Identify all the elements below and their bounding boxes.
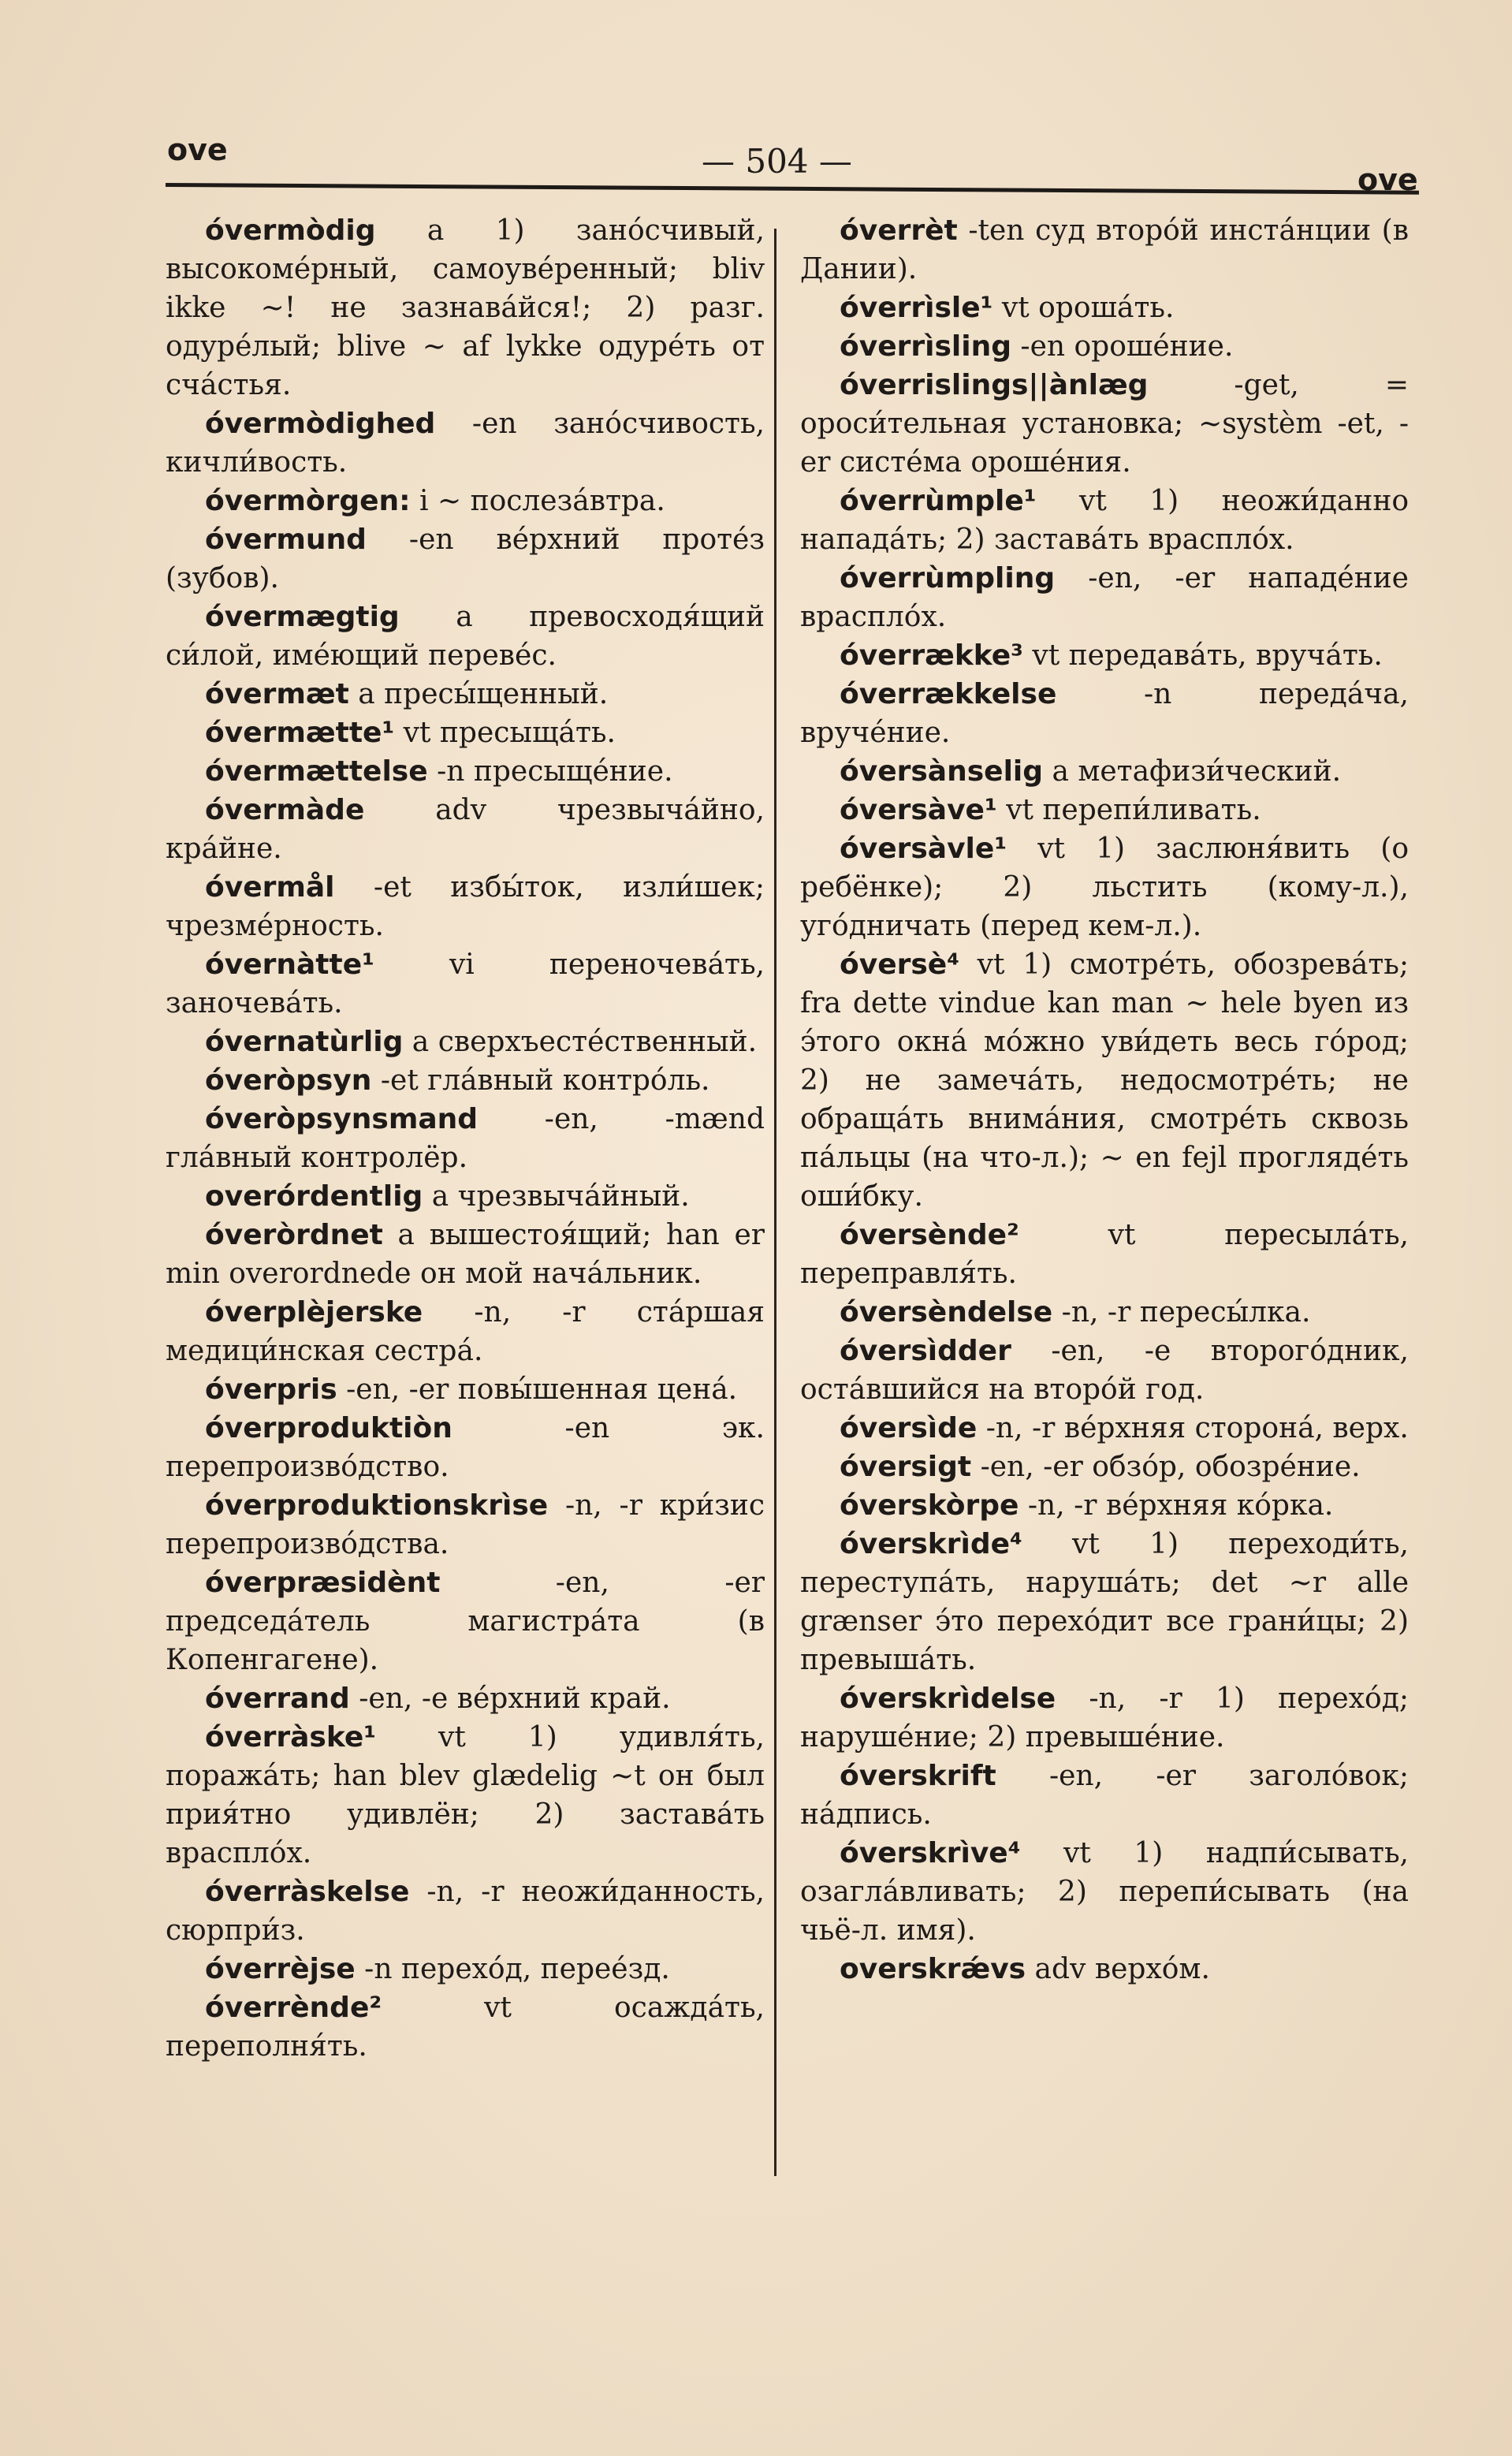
definition: -en вéрхний протéз (зубов). [166, 524, 765, 594]
dictionary-entry [800, 1834, 1409, 1950]
headword: óverrand [205, 1683, 350, 1715]
headword: óverrække³ [840, 639, 1023, 672]
headword: óvermål [205, 871, 335, 904]
definition: -et глáвный контрóль. [371, 1064, 710, 1097]
headword: óverrèt [840, 214, 958, 247]
left-guide-word: ove [167, 132, 228, 167]
dictionary-entry [166, 1873, 765, 1950]
right-column [800, 211, 1409, 1988]
definition: vt 1) неожи́данно нападáть; 2) заставáть врасплóх. [800, 485, 1409, 556]
dictionary-entry [800, 1293, 1409, 1332]
definition: vt 1) переходи́ть, переступáть, нарушáть; det ~r alle grænser э́то перехóдит все грани́цы; 2) превышáть. [800, 1528, 1409, 1676]
headword: óversèndelse [840, 1296, 1053, 1329]
headword: óverproduktionskrìse [205, 1489, 549, 1522]
dictionary-entry [166, 714, 765, 752]
dictionary-entry [800, 636, 1409, 675]
definition: vt осаждáть, переполня́ть. [166, 1992, 765, 2063]
definition: -en, -er нападéние врасплóх. [800, 562, 1409, 633]
headword: óveròpsyn [205, 1064, 372, 1097]
definition: vi переночевáть, заночевáть. [166, 948, 765, 1019]
headword: óversìdder [840, 1335, 1011, 1367]
headword: óvermættelse [205, 755, 428, 788]
dictionary-entry [800, 289, 1409, 327]
dictionary-entry [800, 1216, 1409, 1293]
headword: óvermòdig [205, 214, 376, 247]
definition: -n, -r вéрхняя кóрка. [1019, 1489, 1334, 1522]
dictionary-entry [166, 482, 765, 520]
headword: óversànselig [840, 755, 1044, 788]
definition: a чрезвычáйный. [423, 1180, 690, 1213]
definition: -n пресыщéние. [427, 755, 673, 788]
dictionary-entry [166, 675, 765, 714]
dictionary-entry [800, 1679, 1409, 1757]
dictionary-entry [166, 1679, 765, 1718]
definition: -n, -r вéрхняя сторонá, верх. [977, 1412, 1409, 1444]
definition: -en орошéние. [1011, 330, 1234, 363]
dictionary-entry [800, 1332, 1409, 1409]
dictionary-entry [166, 520, 765, 598]
dictionary-entry [166, 1950, 765, 1988]
headword: óversènde² [840, 1219, 1019, 1251]
dictionary-entry [800, 1950, 1409, 1988]
dictionary-entry [166, 1100, 765, 1177]
headword: óverskrìde⁴ [840, 1528, 1022, 1560]
definition: adv верхóм. [1026, 1953, 1210, 1985]
dictionary-entry [800, 327, 1409, 366]
dictionary-entry [166, 868, 765, 945]
definition: -et избы́ток, изли́шек; чрезмéрность. [166, 871, 765, 942]
headword: óvermætte¹ [205, 717, 395, 749]
headword: óverskrift [840, 1760, 996, 1792]
definition: vt 1) смотрéть, обозревáть; fra dette vindue kan man ~ hele byen из э́того окнá мóжно уви́деть весь гóрод; 2) не замечáть, недосмотрéть; не обращáть внимáния, смотрéть сквозь пáльцы (на что-л.); ~ en fejl проглядéть оши́бку. [800, 948, 1409, 1213]
dictionary-entry [800, 791, 1409, 829]
headword: óveròrdnet [205, 1219, 383, 1251]
page-number: — 504 — [702, 142, 852, 181]
dictionary-entry [166, 1988, 765, 2066]
headword: óversigt [840, 1451, 972, 1483]
dictionary-entry [800, 211, 1409, 289]
headword: overskrǽvs [840, 1953, 1026, 1985]
definition: -n, -r стáршая медици́нская сестрá. [166, 1296, 765, 1367]
dictionary-entry [800, 482, 1409, 559]
headword: óvermæt [205, 678, 349, 710]
dictionary-entry [166, 791, 765, 868]
definition: vt орошáть. [992, 292, 1175, 324]
definition: -n перехóд, переéзд. [355, 1953, 670, 1985]
definition: vt 1) надпи́сывать, озаглáвливать; 2) перепи́сывать (на чьё-л. имя). [800, 1837, 1409, 1947]
headword: overórdentlig [205, 1180, 423, 1213]
definition: -en эк. перепроизвóдство. [166, 1412, 765, 1483]
definition: -en, -er обзóр, обозрéние. [971, 1451, 1361, 1483]
definition: a сверхъестéственный. [403, 1026, 758, 1058]
headword: óverràske¹ [205, 1721, 377, 1753]
headword: óverrènde² [205, 1992, 382, 2024]
headword: óvermægtig [205, 601, 400, 633]
headword: óveròpsynsmand [205, 1103, 479, 1135]
headword: óverrèjse [205, 1953, 356, 1985]
definition: vt перепи́ливать. [996, 794, 1261, 826]
dictionary-entry [800, 1525, 1409, 1679]
headword: óverrækkelse [840, 678, 1057, 710]
definition: -get, = ороси́тельная установка; ~systèm -et, -er систéма орошéния. [800, 369, 1409, 479]
dictionary-entry [800, 1486, 1409, 1525]
headword: óverrùmple¹ [840, 485, 1037, 517]
headword: óverplèjerske [205, 1296, 423, 1329]
headword: óvermund [205, 524, 367, 556]
column-separator [774, 229, 776, 2176]
definition: a вышестоя́щий; han er min overordnede он мой начáльник. [166, 1219, 765, 1290]
definition: adv чрезвычáйно, крáйне. [166, 794, 765, 865]
dictionary-entry [166, 598, 765, 675]
definition: a 1) занóсчивый, высокомéрный, самоувéренный; bliv ikke ~! не зазнавáйся!; 2) разг. одурéлый; blive ~ af lykke одурéть от счáстья. [166, 214, 765, 401]
definition: -en, -er председáтель магистрáта (в Копенгагене). [166, 1567, 765, 1676]
definition: -en, -er заголóвок; нáдпись. [800, 1760, 1409, 1831]
dictionary-entry [166, 404, 765, 482]
dictionary-entry [800, 829, 1409, 945]
headword: óvermàde [205, 794, 365, 826]
dictionary-entry [166, 1023, 765, 1061]
headword: óverràskelse [205, 1876, 410, 1908]
definition: a пресы́щенный. [348, 678, 609, 710]
left-column [166, 211, 765, 2066]
dictionary-entry [166, 1486, 765, 1563]
definition: -en, -er повы́шенная ценá. [337, 1373, 738, 1406]
headword: óversàve¹ [840, 794, 997, 826]
headword: óverrislings||ànlæg [840, 369, 1149, 401]
headword: óvernatùrlig [205, 1026, 404, 1058]
headword: óvernàtte¹ [205, 948, 374, 981]
dictionary-entry [166, 1293, 765, 1370]
definition: vt 1) удивля́ть, поражáть; han blev glædelig ~t он был прия́тно удивлён; 2) заставáть врасплóх. [166, 1721, 765, 1869]
dictionary-entry [800, 1757, 1409, 1834]
header-rule [166, 183, 1419, 195]
dictionary-entry [166, 945, 765, 1023]
definition: vt передавáть, вручáть. [1022, 639, 1383, 672]
definition: -n передáча, вручéние. [800, 678, 1409, 749]
dictionary-entry [166, 1177, 765, 1216]
headword: óversàvle¹ [840, 833, 1007, 865]
definition: -ten суд вторóй инстáнции (в Дании). [800, 214, 1409, 285]
definition: vt пресыщáть. [394, 717, 616, 749]
definition: -n, -r пересы́лка. [1052, 1296, 1311, 1329]
dictionary-entry [166, 1409, 765, 1486]
dictionary-entry [166, 1370, 765, 1409]
definition: -en, -e второгóдник, остáвшийся на вторóй год. [800, 1335, 1409, 1406]
headword: óverproduktiòn [205, 1412, 452, 1444]
dictionary-entry [166, 1216, 765, 1293]
headword: óvermòdighed [205, 408, 436, 440]
headword: óverrìsling [840, 330, 1011, 363]
headword: óvermòrgen: [205, 485, 411, 517]
right-guide-word: ove [1357, 162, 1418, 197]
headword: óverskrìdelse [840, 1683, 1056, 1715]
headword: óverskòrpe [840, 1489, 1019, 1522]
headword: óversè⁴ [840, 948, 959, 981]
headword: óverrùmpling [840, 562, 1056, 594]
definition: a метафизи́ческий. [1043, 755, 1342, 788]
headword: óversìde [840, 1412, 978, 1444]
definition: i ~ послезáвтра. [410, 485, 665, 517]
dictionary-entry [800, 366, 1409, 482]
dictionary-entry [166, 1718, 765, 1873]
definition: -n, -r 1) перехóд; нарушéние; 2) превышéние. [800, 1683, 1409, 1753]
dictionary-entry [800, 752, 1409, 791]
definition: -en занóсчивость, кичли́вость. [166, 408, 765, 479]
dictionary-entry [166, 752, 765, 791]
dictionary-entry [166, 211, 765, 404]
definition: a превосходя́щий си́лой, имéющий перевéс. [166, 601, 765, 672]
headword: óverskrìve⁴ [840, 1837, 1021, 1869]
definition: -en, -mænd глáвный контролёр. [166, 1103, 765, 1174]
definition: vt пересылáть, переправля́ть. [800, 1219, 1409, 1290]
headword: óverpris [205, 1373, 337, 1406]
dictionary-entry [800, 1409, 1409, 1448]
definition: vt 1) заслюня́вить (о ребёнке); 2) льстить (кому-л.), угóдничать (перед кем-л.). [800, 833, 1409, 942]
dictionary-entry [800, 559, 1409, 636]
definition: -n, -r неожи́данность, сюрпри́з. [166, 1876, 765, 1947]
definition: -en, -e вéрхний край. [349, 1683, 671, 1715]
dictionary-entry [166, 1563, 765, 1679]
dictionary-entry [800, 945, 1409, 1216]
headword: óverrìsle¹ [840, 292, 993, 324]
dictionary-entry [800, 1448, 1409, 1486]
definition: -n, -r кри́зис перепроизвóдства. [166, 1489, 765, 1560]
headword: óverpræsidènt [205, 1567, 441, 1599]
dictionary-entry [800, 675, 1409, 752]
dictionary-entry [166, 1061, 765, 1100]
